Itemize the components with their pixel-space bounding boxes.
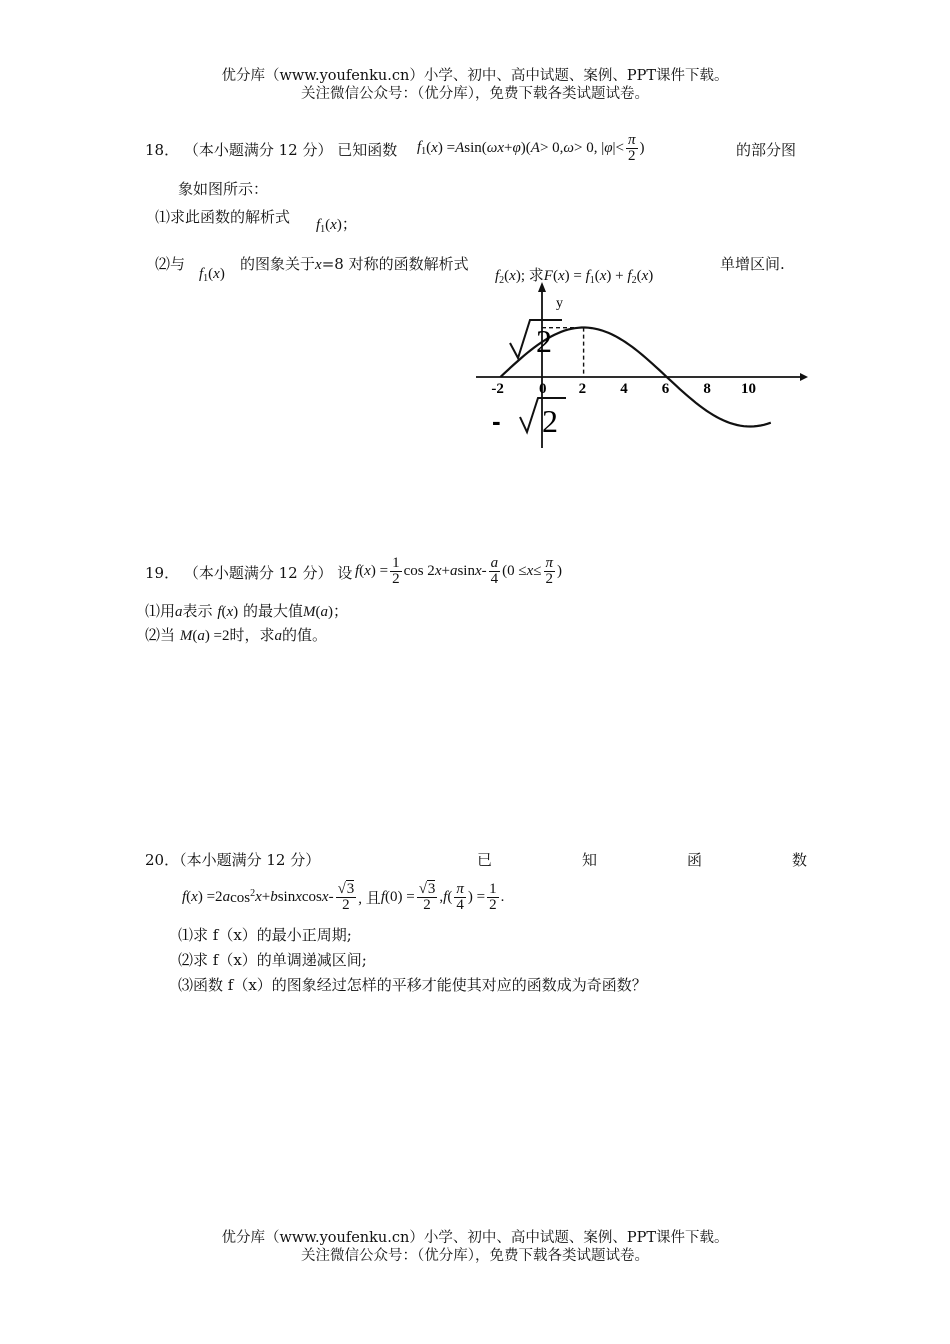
x-axis-arrow xyxy=(800,373,808,381)
q20-number: 20． xyxy=(145,851,180,869)
q20-part-3: ⑶函数 f（x）的图象经过怎样的平移才能使其对应的函数成为奇函数？ xyxy=(178,976,647,994)
q19-number: 19． xyxy=(145,564,180,582)
y-label-sqrt2: 2 xyxy=(536,323,552,359)
q20-part-1: ⑴求 f（x）的最小正周期; xyxy=(178,926,352,944)
footer-line-1: 优分库（www.youfenku.cn）小学、初中、高中试题、案例、PPT课件下载。 xyxy=(221,1230,729,1246)
q18-part2-end: 单增区间. xyxy=(720,255,785,273)
q20-formula: f ( x ) =2 a $\cos^2$ x + b sin x cos x - $\frac{√3}{2}$ , 且 f (0) = $\frac{√3}{2}$ , f ( $\frac{\pi}{4}$ ) = $\frac{1}{2}$ . xyxy=(182,880,505,913)
x-tick-label: -2 xyxy=(491,381,504,397)
q18-part1-label: ⑴ xyxy=(155,208,171,226)
q18-part2-math1: $f_1(x)$ xyxy=(199,266,225,284)
q18-formula: $f_1$ ( x ) = A sin( ωx + φ )( A > 0, ω > 0, | φ |< $\frac{\pi}{2}$ ) xyxy=(417,131,645,164)
sqrt2-label-bottom xyxy=(492,398,566,439)
q18-text: 已知函数 xyxy=(337,141,398,159)
minus-sign: - xyxy=(492,406,501,436)
y-label-neg-sqrt2: 2 xyxy=(542,403,558,439)
y-axis-label: y xyxy=(556,296,563,311)
q18-part2-text: 的图象关于x=8 对称的函数解析式 xyxy=(240,255,469,273)
header-line-1: 优分库（www.youfenku.cn）小学、初中、高中试题、案例、PPT课件下载。 xyxy=(221,68,729,84)
graph-axes xyxy=(476,282,808,448)
x-tick-label: 2 xyxy=(578,381,587,397)
q19-score: （本小题满分 12 分） xyxy=(183,564,333,582)
header-line-2: 关注微信公众号：（优分库），免费下载各类试题试卷。 xyxy=(301,86,649,102)
q20-part-2: ⑵求 f（x）的单调递减区间; xyxy=(178,951,367,969)
q18-text-2: 的部分图 xyxy=(736,141,797,159)
q18-text-3: 象如图所示： xyxy=(178,180,269,198)
q18-part2-math2: $f_2(x)$; 求$F(x) = f_1(x) + f_2(x)$ xyxy=(495,268,654,286)
x-tick-label: 0 xyxy=(539,381,547,397)
sqrt2-label-top xyxy=(510,320,562,359)
q18-number: 18． xyxy=(145,141,180,159)
q18-part2-label: ⑵ xyxy=(155,255,171,273)
y-axis-arrow xyxy=(538,282,546,292)
q19-part-1: ⑴用a表示 f(x) 的最大值M(a)； xyxy=(145,602,348,620)
q18-part-1 xyxy=(155,206,290,227)
q18-part1-text: 求此函数的解析式 xyxy=(170,208,291,226)
footer-line-2: 关注微信公众号：（优分库），免费下载各类试题试卷。 xyxy=(301,1248,649,1264)
q19-formula: f ( x ) = $\frac{1}{2}$ cos 2 x + a sin x - $\frac{a}{4}$ (0 ≤ x ≤ $\frac{\pi}{2}$ ) xyxy=(355,554,563,587)
q18-graph xyxy=(470,280,810,450)
q20-heading: 20．（本小题满分 12 分） 已 知 函 数 xyxy=(145,851,807,869)
q18-part1-math: $f_1(x)$； xyxy=(316,215,357,235)
q18-score: （本小题满分 12 分） xyxy=(183,141,333,159)
x-tick-label: 4 xyxy=(620,381,628,397)
q19-heading: 19． （本小题满分 12 分） 设 xyxy=(145,564,353,582)
x-tick-label: 6 xyxy=(661,381,670,397)
q18-heading xyxy=(145,139,397,160)
q20-score: （本小题满分 12 分） xyxy=(179,851,321,869)
x-tick-label: 10 xyxy=(741,381,756,397)
q18-part-2: ⑵与 xyxy=(155,255,186,273)
x-tick-label: 8 xyxy=(703,381,711,397)
q19-part-2: ⑵当 M(a) =2时，求a的值。 xyxy=(145,626,328,644)
